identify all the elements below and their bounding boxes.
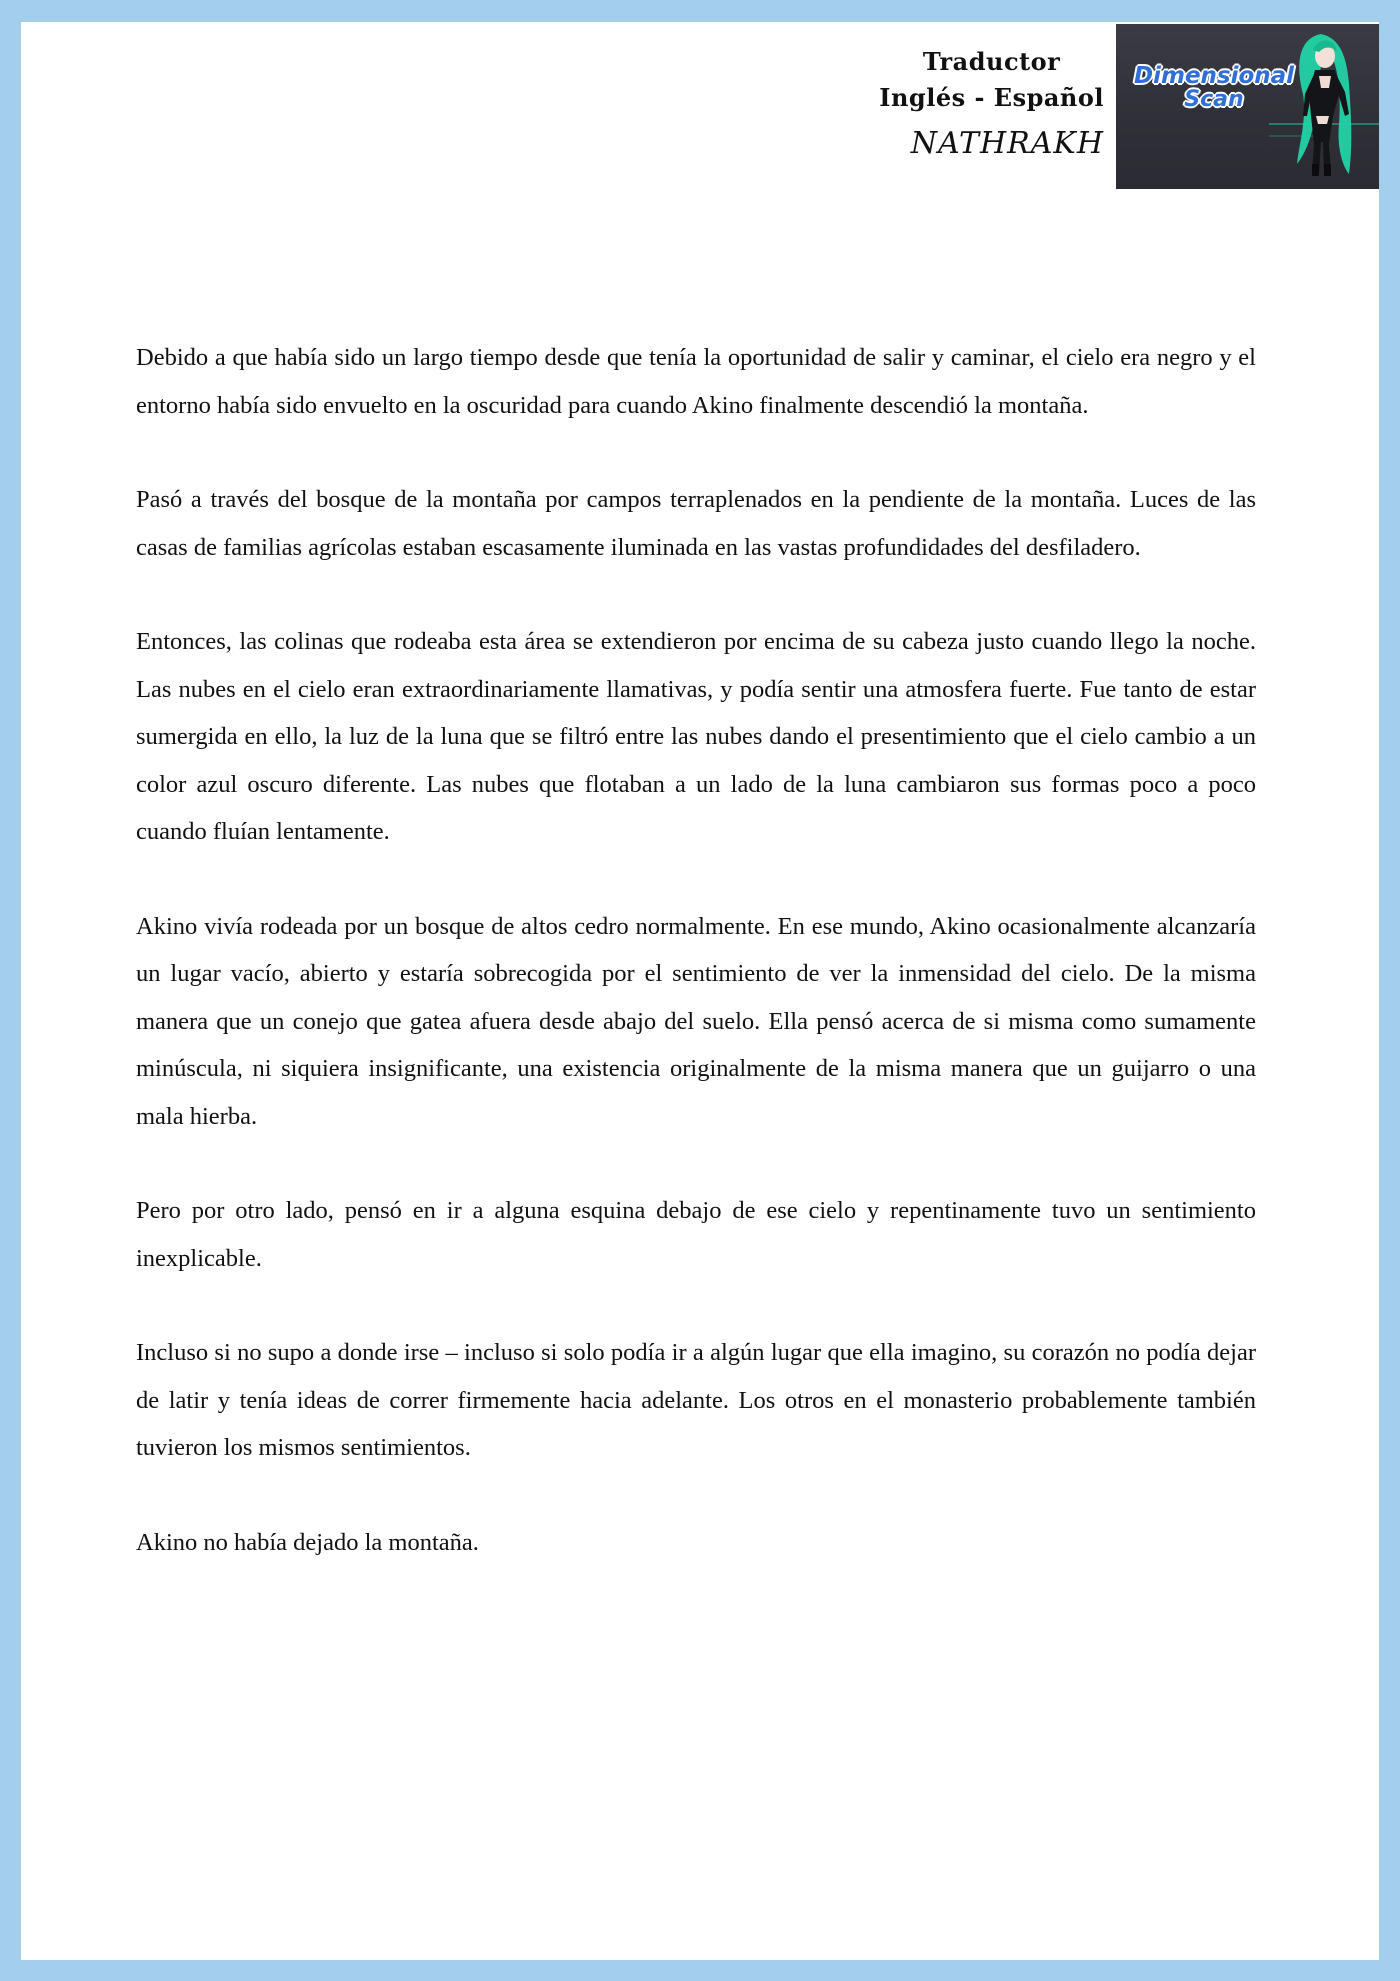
- scanlation-logo: [1116, 24, 1379, 189]
- anime-character-figure-icon: [1269, 24, 1379, 189]
- credit-role: Traductor: [922, 47, 1061, 76]
- paragraph: Entonces, las colinas que rodeaba esta área se extendieron por encima de su cabeza justo cuando llego la noche. Las nubes en el cielo eran extraordinariamente llamativas, y podía sentir una atmosfera fuerte. Fue tanto de estar sumergida en ello, la luz de la luna que se filtró entre las nubes dando el presentimiento que el cielo cambio a un color azul oscuro diferente. Las nubes que flotaban a un lado de la luna cambiaron sus formas poco a poco cuando fluían lentamente.: [136, 628, 1256, 845]
- paragraph: Pero por otro lado, pensó en ir a alguna esquina debajo de ese cielo y repentinamente tuvo un sentimiento inexplicable.: [136, 1197, 1256, 1272]
- logo-line-2: Scan: [1184, 87, 1244, 112]
- paragraph: Debido a que había sido un largo tiempo desde que tenía la oportunidad de salir y caminar, el cielo era negro y el entorno había sido envuelto en la oscuridad para cuando Akino finalmente descendió la montaña.: [136, 344, 1256, 419]
- paragraph: Incluso si no supo a donde irse – incluso si solo podía ir a algún lugar que ella imagino, su corazón no podía dejar de latir y tenía ideas de correr firmemente hacia adelante. Los otros en el monasterio probablemente también tuvieron los mismos sentimientos.: [136, 1339, 1256, 1461]
- paragraph: Akino vivía rodeada por un bosque de altos cedro normalmente. En ese mundo, Akino ocasionalmente alcanzaría un lugar vacío, abierto y estaría sobrecogida por el sentimiento de ver la inmensidad del cielo. De la misma manera que un conejo que gatea afuera desde abajo del suelo. Ella pensó acerca de si misma como sumamente minúscula, ni siquiera insignificante, una existencia originalmente de la misma manera que un guijarro o una mala hierba.: [136, 912, 1256, 1130]
- credit-languages: Inglés - Español: [879, 83, 1104, 112]
- paragraph: Pasó a través del bosque de la montaña por campos terraplenados en la pendiente de la montaña. Luces de las casas de familias agrícolas estaban escasamente iluminada en las vastas profundidades del desfiladero.: [136, 486, 1256, 561]
- paragraph: Akino no había dejado la montaña.: [136, 1528, 479, 1556]
- translator-name: NATHRAKH: [910, 126, 1104, 161]
- translator-credit: [879, 44, 1104, 164]
- logo-line-1: Dimensional: [1134, 63, 1295, 89]
- chapter-body: [136, 334, 1256, 1613]
